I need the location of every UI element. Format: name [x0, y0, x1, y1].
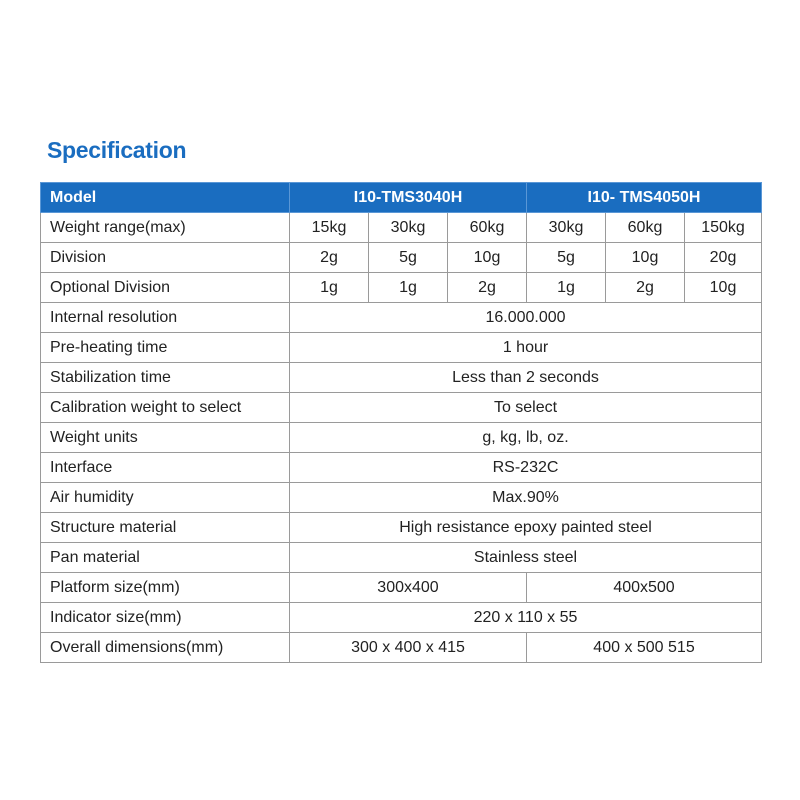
cell-value: 20g — [685, 243, 762, 273]
cell-value: 220 x 110 x 55 — [290, 603, 762, 633]
row-label: Weight units — [41, 423, 290, 453]
cell-value: 5g — [527, 243, 606, 273]
cell-value: High resistance epoxy painted steel — [290, 513, 762, 543]
cell-value: RS-232C — [290, 453, 762, 483]
header-model: Model — [41, 183, 290, 213]
cell-value: 1g — [369, 273, 448, 303]
page-title: Specification — [47, 137, 187, 163]
row-label: Interface — [41, 453, 290, 483]
table-row — [41, 393, 762, 423]
table-row — [41, 513, 762, 543]
table-row — [41, 603, 762, 633]
cell-value: 2g — [290, 243, 369, 273]
row-label: Internal resolution — [41, 303, 290, 333]
cell-value: 400x500 — [527, 573, 762, 603]
cell-value: 30kg — [527, 213, 606, 243]
row-label: Air humidity — [41, 483, 290, 513]
row-label: Division — [41, 243, 290, 273]
cell-value: Max.90% — [290, 483, 762, 513]
table-row — [41, 243, 762, 273]
cell-value: Less than 2 seconds — [290, 363, 762, 393]
row-label: Platform size(mm) — [41, 573, 290, 603]
cell-value: 60kg — [448, 213, 527, 243]
cell-value: 1g — [527, 273, 606, 303]
cell-value: 30kg — [369, 213, 448, 243]
row-label: Weight range(max) — [41, 213, 290, 243]
table-row — [41, 303, 762, 333]
specification-table — [40, 182, 762, 663]
row-label: Calibration weight to select — [41, 393, 290, 423]
header-model-2: I10- TMS4050H — [527, 183, 762, 213]
table-row — [41, 453, 762, 483]
cell-value: 2g — [448, 273, 527, 303]
cell-value: 15kg — [290, 213, 369, 243]
row-label: Pan material — [41, 543, 290, 573]
cell-value: To select — [290, 393, 762, 423]
row-label: Pre-heating time — [41, 333, 290, 363]
row-label: Optional Division — [41, 273, 290, 303]
cell-value: 1 hour — [290, 333, 762, 363]
row-label: Overall dimensions(mm) — [41, 633, 290, 663]
table-row — [41, 273, 762, 303]
table-header-row — [41, 183, 762, 213]
cell-value: 300x400 — [290, 573, 527, 603]
cell-value: g, kg, lb, oz. — [290, 423, 762, 453]
table-row — [41, 213, 762, 243]
cell-value: 10g — [448, 243, 527, 273]
table-row — [41, 363, 762, 393]
table-row — [41, 573, 762, 603]
row-label: Structure material — [41, 513, 290, 543]
table-row — [41, 483, 762, 513]
cell-value: 10g — [606, 243, 685, 273]
table-row — [41, 333, 762, 363]
table-row — [41, 543, 762, 573]
cell-value: 16.000.000 — [290, 303, 762, 333]
cell-value: 400 x 500 515 — [527, 633, 762, 663]
cell-value: 10g — [685, 273, 762, 303]
cell-value: Stainless steel — [290, 543, 762, 573]
table-row — [41, 633, 762, 663]
cell-value: 60kg — [606, 213, 685, 243]
cell-value: 2g — [606, 273, 685, 303]
row-label: Indicator size(mm) — [41, 603, 290, 633]
cell-value: 1g — [290, 273, 369, 303]
row-label: Stabilization time — [41, 363, 290, 393]
table-row — [41, 423, 762, 453]
header-model-1: I10-TMS3040H — [290, 183, 527, 213]
cell-value: 150kg — [685, 213, 762, 243]
cell-value: 5g — [369, 243, 448, 273]
cell-value: 300 x 400 x 415 — [290, 633, 527, 663]
